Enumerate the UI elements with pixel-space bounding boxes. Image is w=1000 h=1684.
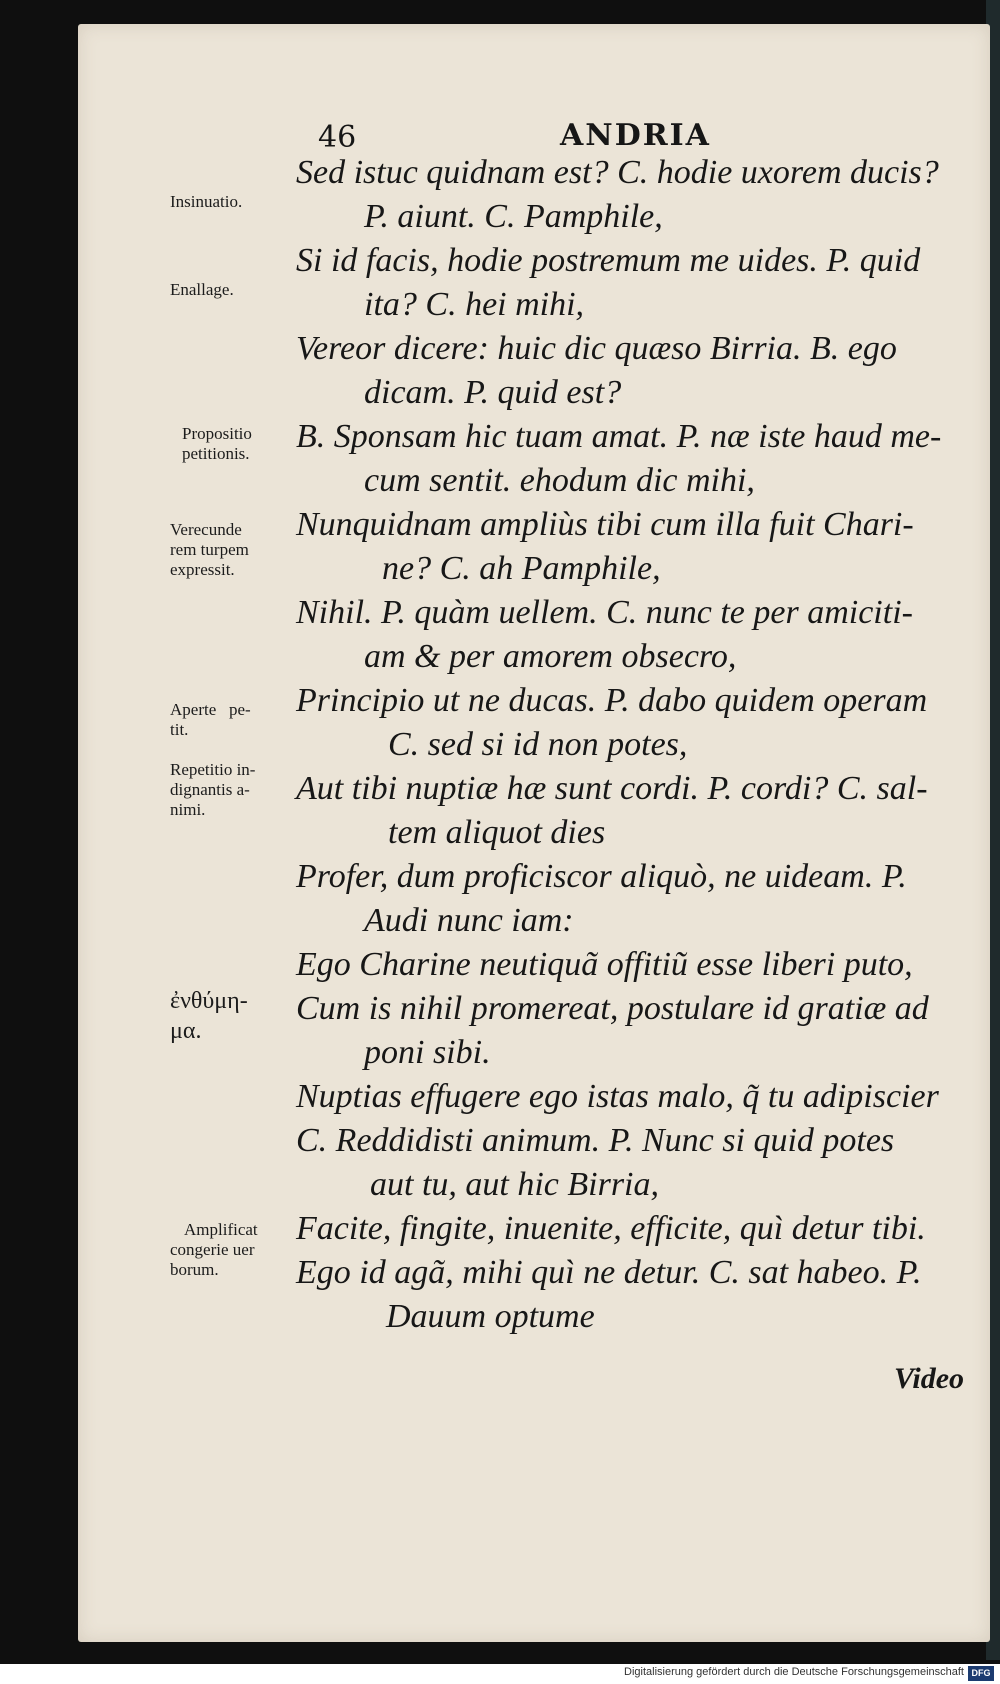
- text-line: ita? C. hei mihi,: [364, 286, 585, 323]
- margin-gloss: [170, 192, 242, 212]
- gloss-line: nimi.: [170, 800, 206, 819]
- gloss-line: Aperte pe-: [170, 700, 251, 719]
- dfg-logo: DFG: [968, 1666, 994, 1681]
- gloss-line: Verecunde: [170, 520, 242, 539]
- margin-gloss: [170, 760, 255, 820]
- gloss-line: rem turpem: [170, 540, 249, 559]
- text-line: Vereor dicere: huic dic quæso Birria. B. ego: [296, 330, 897, 367]
- margin-gloss: [170, 700, 251, 740]
- gloss-line: Enallage.: [170, 280, 234, 299]
- text-line: ne? C. ah Pamphile,: [382, 550, 661, 587]
- digitization-footer: [0, 1664, 1000, 1684]
- text-line: Ego id agã, mihi quì ne detur. C. sat habeo. P.: [296, 1254, 922, 1291]
- text-line: Ego Charine neutiquã offitiũ esse liberi puto,: [296, 946, 913, 983]
- gloss-line: expressit.: [170, 560, 235, 579]
- text-line: Nunquidnam ampliùs tibi cum illa fuit Chari-: [296, 506, 914, 543]
- text-line: Nihil. P. quàm uellem. C. nunc te per amiciti-: [296, 594, 913, 631]
- gloss-line: Amplificat: [184, 1220, 258, 1239]
- gloss-line: ἐνθύμη-: [170, 988, 248, 1014]
- gloss-line: borum.: [170, 1260, 219, 1279]
- text-line: Nuptias effugere ego istas malo, q̃ tu adipiscier: [296, 1078, 939, 1115]
- gloss-line: congerie uer: [170, 1240, 255, 1259]
- text-line: C. Reddidisti animum. P. Nunc si quid potes: [296, 1122, 895, 1159]
- gloss-line: μα.: [170, 1018, 202, 1044]
- text-line: aut tu, aut hic Birria,: [370, 1166, 659, 1203]
- gloss-line: Repetitio in-: [170, 760, 256, 779]
- text-line: Cum is nihil promereat, postulare id gratiæ ad: [296, 990, 929, 1027]
- text-line: P. aiunt. C. Pamphile,: [364, 198, 663, 235]
- text-line: tem aliquot dies: [388, 814, 606, 851]
- text-line: Sed istuc quidnam est? C. hodie uxorem ducis?: [296, 154, 939, 191]
- text-line: Dauum optume: [386, 1298, 595, 1335]
- gloss-line: Insinuatio.: [170, 192, 243, 211]
- page-header: [78, 118, 990, 158]
- gloss-line: petitionis.: [182, 444, 250, 463]
- gloss-line: Propositio: [182, 424, 252, 443]
- page-number: 46: [318, 120, 357, 155]
- text-line: C. sed si id non potes,: [388, 726, 688, 763]
- text-line: Profer, dum proficiscor aliquò, ne uideam. P.: [296, 858, 907, 895]
- gloss-line: tit.: [170, 720, 189, 739]
- margin-gloss: [182, 424, 252, 464]
- text-line: Facite, fingite, inuenite, efficite, quì detur tibi.: [296, 1210, 926, 1247]
- footer-credit: Digitalisierung gefördert durch die Deutsche Forschungsgemeinschaft: [624, 1666, 964, 1678]
- margin-gloss: [170, 520, 249, 580]
- text-line: Si id facis, hodie postremum me uides. P. quid: [296, 242, 921, 279]
- text-line: poni sibi.: [364, 1034, 491, 1071]
- text-line: cum sentit. ehodum dic mihi,: [364, 462, 755, 499]
- book-page: [78, 24, 990, 1642]
- running-title: ANDRIA: [560, 118, 711, 153]
- text-line: Principio ut ne ducas. P. dabo quidem operam: [296, 682, 928, 719]
- text-line: Audi nunc iam:: [364, 902, 574, 939]
- text-line: B. Sponsam hic tuam amat. P. næ iste haud me-: [296, 418, 942, 455]
- margin-gloss: [170, 280, 234, 300]
- text-line: Aut tibi nuptiæ hæ sunt cordi. P. cordi? C. sal-: [296, 770, 928, 807]
- catchword: Video: [894, 1362, 965, 1395]
- margin-gloss-greek: [170, 986, 248, 1046]
- gloss-line: dignantis a-: [170, 780, 250, 799]
- text-line: am & per amorem obsecro,: [364, 638, 737, 675]
- margin-gloss: [170, 1220, 258, 1280]
- text-line: dicam. P. quid est?: [364, 374, 622, 411]
